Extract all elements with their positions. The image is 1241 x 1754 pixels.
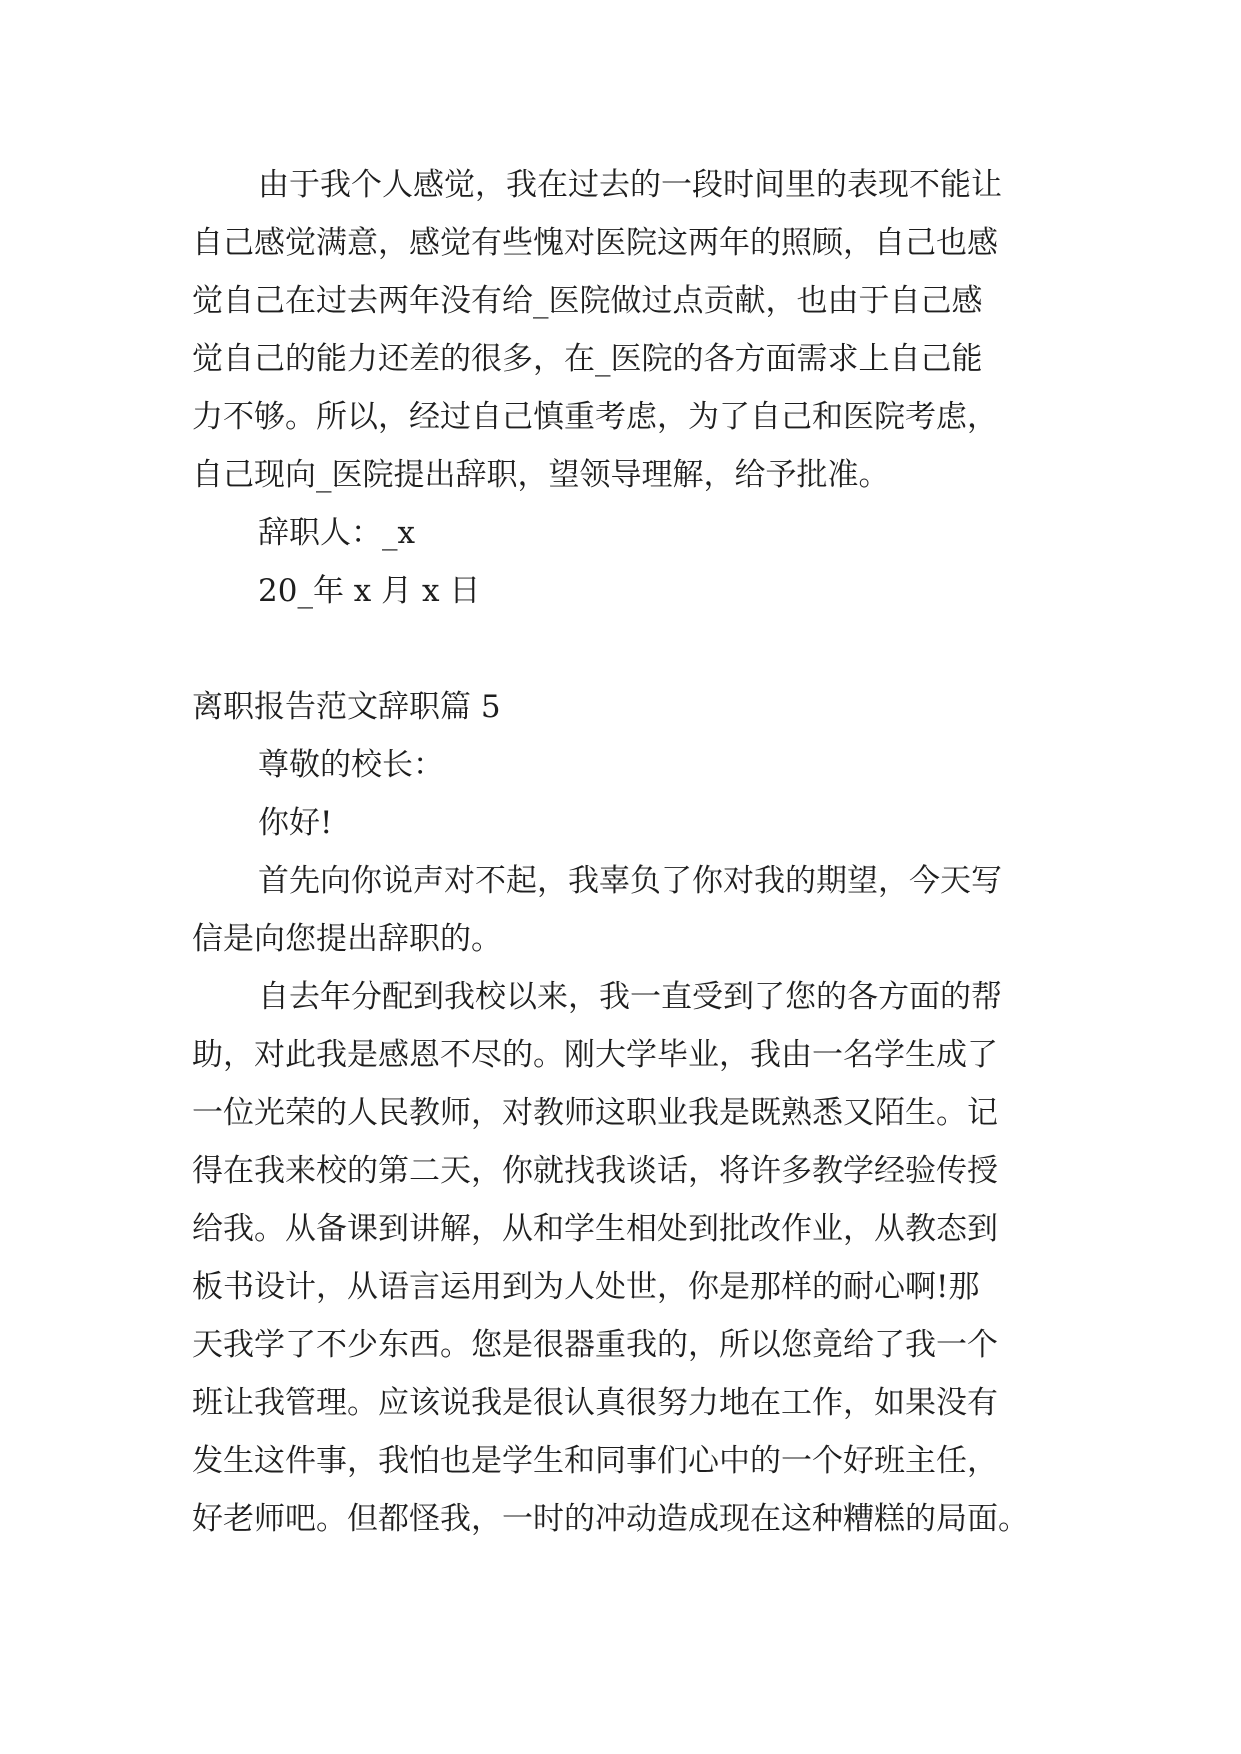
paragraph-line: 信是向您提出辞职的。 [192, 921, 502, 957]
paragraph-line: 觉自己在过去两年没有给_医院做过点贡献，也由于自己感 [192, 283, 983, 319]
signer-line: 辞职人：_x [258, 515, 415, 551]
paragraph-line: 发生这件事，我怕也是学生和同事们心中的一个好班主任， [192, 1443, 998, 1479]
paragraph-line: 给我。从备课到讲解，从和学生相处到批改作业，从教态到 [192, 1211, 998, 1247]
paragraph-line: 自去年分配到我校以来，我一直受到了您的各方面的帮 [258, 979, 1002, 1015]
paragraph-line: 力不够。所以，经过自己慎重考虑，为了自己和医院考虑， [192, 399, 998, 435]
paragraph-line: 首先向你说声对不起，我辜负了你对我的期望，今天写 [258, 863, 1002, 899]
paragraph-line: 助，对此我是感恩不尽的。刚大学毕业，我由一名学生成了 [192, 1037, 998, 1073]
greeting: 你好! [258, 805, 333, 841]
paragraph-line: 天我学了不少东西。您是很器重我的，所以您竟给了我一个 [192, 1327, 998, 1363]
paragraph-line: 由于我个人感觉，我在过去的一段时间里的表现不能让 [258, 167, 1002, 203]
paragraph-line: 好老师吧。但都怪我，一时的冲动造成现在这种糟糕的局面。 [192, 1501, 1029, 1537]
paragraph-line: 一位光荣的人民教师，对教师这职业我是既熟悉又陌生。记 [192, 1095, 998, 1131]
paragraph-line: 得在我来校的第二天，你就找我谈话，将许多教学经验传授 [192, 1153, 998, 1189]
paragraph-line: 自己感觉满意，感觉有些愧对医院这两年的照顾，自己也感 [192, 225, 998, 261]
paragraph-line: 班让我管理。应该说我是很认真很努力地在工作，如果没有 [192, 1385, 998, 1421]
date-line: 20_年 x 月 x 日 [258, 573, 481, 609]
paragraph-line: 觉自己的能力还差的很多，在_医院的各方面需求上自己能 [192, 341, 983, 377]
paragraph-line: 板书设计，从语言运用到为人处世，你是那样的耐心啊!那 [192, 1269, 980, 1305]
section-heading: 离职报告范文辞职篇 5 [192, 689, 501, 725]
paragraph-line: 自己现向_医院提出辞职，望领导理解，给予批准。 [192, 457, 890, 493]
salutation: 尊敬的校长： [258, 747, 444, 783]
